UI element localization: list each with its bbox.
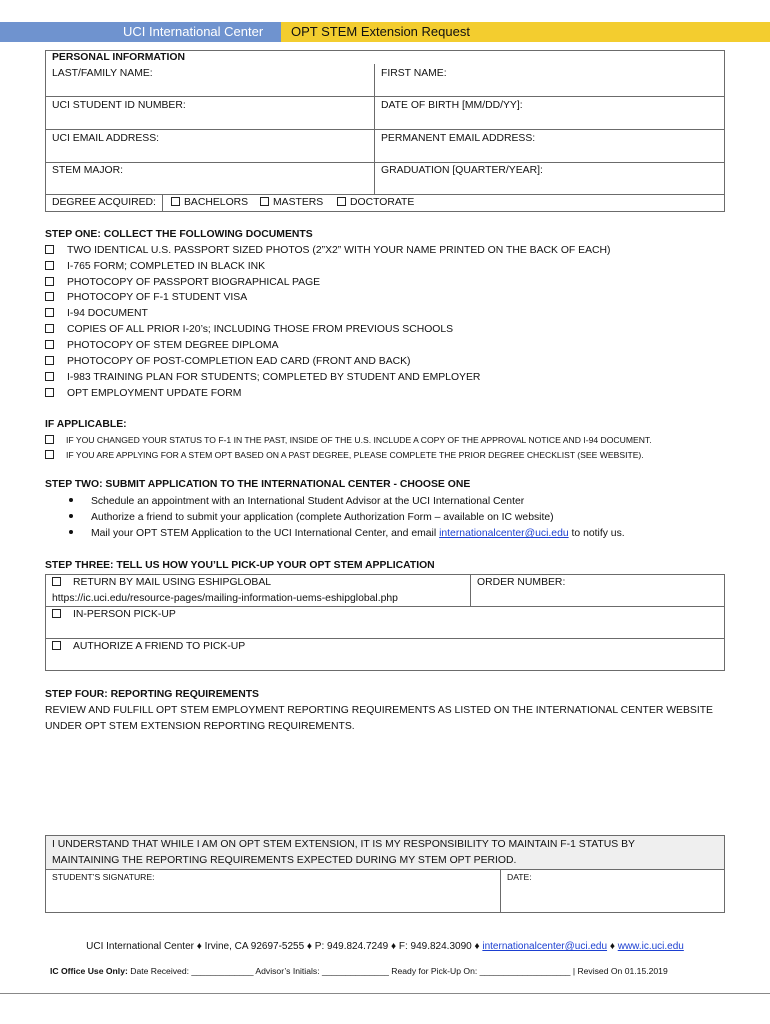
if-applicable-heading: IF APPLICABLE: [45,419,127,430]
step-two-bullet-tail: to notify us. [571,528,625,539]
checkbox-icon[interactable] [45,324,54,333]
applicable-item[interactable] [45,450,644,460]
checkbox-icon[interactable] [45,277,54,286]
doc-item[interactable] [45,356,411,367]
degree-masters-option[interactable] [260,197,323,208]
row-divider [45,162,725,163]
bullet-icon [69,530,73,534]
org-name: UCI International Center [0,22,281,42]
last-name-field[interactable]: LAST/FAMILY NAME: [52,68,153,79]
acknowledgement-text: I UNDERSTAND THAT WHILE I AM ON OPT STEM EXTENSION, IT IS MY RESPONSIBILITY TO MAINTAIN F-1 STATUS BY [52,839,635,850]
mail-option-label: RETURN BY MAIL USING ESHIPGLOBAL [73,577,272,588]
ack-divider [45,869,725,870]
diamond-icon: ♦ [609,941,615,952]
permanent-email-field[interactable]: PERMANENT EMAIL ADDRESS: [381,133,536,144]
checkbox-icon[interactable] [45,292,54,301]
office-use-line [50,966,668,976]
checkbox-icon[interactable] [45,435,54,444]
office-use-label: IC Office Use Only: [50,966,128,976]
footer-contact [0,941,770,952]
header-bar [0,22,770,42]
degree-bachelors-label: BACHELORS [184,197,249,208]
degree-masters-label: MASTERS [273,197,324,208]
checkbox-icon[interactable] [45,340,54,349]
uci-email-field[interactable]: UCI EMAIL ADDRESS: [52,133,160,144]
dob-field[interactable]: DATE OF BIRTH [MM/DD/YY]: [381,100,523,111]
degree-divider [162,194,163,212]
checkbox-icon[interactable] [45,356,54,365]
checkbox-icon[interactable] [45,388,54,397]
row-divider [45,194,725,195]
personal-info-heading: PERSONAL INFORMATION [52,52,185,63]
doc-item-label: I-94 DOCUMENT [67,308,148,319]
in-person-option[interactable] [52,609,176,620]
bullet-icon [69,498,73,502]
mail-option[interactable] [52,577,271,588]
ic-email-link[interactable]: internationalcenter@uci.edu [439,528,569,539]
doc-item-label: PHOTOCOPY OF PASSPORT BIOGRAPHICAL PAGE [67,277,321,288]
footer-email-link[interactable]: internationalcenter@uci.edu [482,941,608,952]
doc-item-label: PHOTOCOPY OF F-1 STUDENT VISA [67,292,248,303]
signature-divider [500,869,501,913]
checkbox-icon[interactable] [45,245,54,254]
degree-doctorate-label: DOCTORATE [350,197,415,208]
stem-major-field[interactable]: STEM MAJOR: [52,165,124,176]
checkbox-icon[interactable] [52,641,61,650]
step-two-bullet-text: Mail your OPT STEM Application to the UCI International Center, and email [91,528,437,539]
doc-item-label: PHOTOCOPY OF STEM DEGREE DIPLOMA [67,340,279,351]
checkbox-icon[interactable] [45,261,54,270]
doc-item-label: I-983 TRAINING PLAN FOR STUDENTS; COMPLETED BY STUDENT AND EMPLOYER [67,372,481,383]
degree-bachelors-option[interactable] [171,197,248,208]
step-four-text: UNDER OPT STEM EXTENSION REPORTING REQUIREMENTS. [45,721,355,732]
step-two-bullet [45,528,625,539]
doc-item[interactable] [45,292,247,303]
doc-item[interactable] [45,340,279,351]
pickup-divider [470,574,471,606]
step-two-bullet [45,496,524,507]
doc-item[interactable] [45,324,453,335]
row-divider [45,129,725,130]
signature-field[interactable]: STUDENT’S SIGNATURE: [52,872,155,882]
step-one-heading: STEP ONE: COLLECT THE FOLLOWING DOCUMENTS [45,229,313,240]
step-two-bullet-text: Schedule an appointment with an International Student Advisor at the UCI International Center [91,496,525,507]
friend-option[interactable] [52,641,245,652]
footer-website-link[interactable]: www.ic.uci.edu [617,941,684,952]
signature-date-field[interactable]: DATE: [507,872,532,882]
step-four-heading: STEP FOUR: REPORTING REQUIREMENTS [45,689,259,700]
row-divider [45,96,725,97]
graduation-field[interactable]: GRADUATION [QUARTER/YEAR]: [381,165,543,176]
form-title: OPT STEM Extension Request [281,22,770,42]
in-person-label: IN-PERSON PICK-UP [73,609,176,620]
doc-item-label: TWO IDENTICAL U.S. PASSPORT SIZED PHOTOS (2”X2” WITH YOUR NAME PRINTED ON THE BACK OF EACH) [67,245,611,256]
friend-label: AUTHORIZE A FRIEND TO PICK-UP [73,641,246,652]
pickup-row-divider [45,606,725,607]
doc-item[interactable] [45,261,265,272]
checkbox-icon[interactable] [45,308,54,317]
doc-item[interactable] [45,388,241,399]
first-name-field[interactable]: FIRST NAME: [381,68,447,79]
step-two-heading: STEP TWO: SUBMIT APPLICATION TO THE INTERNATIONAL CENTER - CHOOSE ONE [45,479,471,490]
checkbox-icon[interactable] [171,197,180,206]
doc-item[interactable] [45,277,320,288]
degree-acquired-label: DEGREE ACQUIRED: [52,197,156,208]
checkbox-icon[interactable] [45,450,54,459]
degree-doctorate-option[interactable] [337,197,414,208]
bottom-rule [0,993,770,994]
checkbox-icon[interactable] [337,197,346,206]
checkbox-icon[interactable] [45,372,54,381]
checkbox-icon[interactable] [52,609,61,618]
office-use-fields: Date Received: _____________ Advisor’s Initials: ______________ Ready for Pick-Up On: ___________________ | Revised On 01.15.2019 [130,966,668,976]
order-number-field[interactable]: ORDER NUMBER: [477,577,566,588]
doc-item-label: OPT EMPLOYMENT UPDATE FORM [67,388,242,399]
footer-contact-text: UCI International Center ♦ Irvine, CA 92697-5255 ♦ P: 949.824.7249 ♦ F: 949.824.3090 ♦ [86,941,480,952]
applicable-item[interactable] [45,435,652,445]
doc-item-label: COPIES OF ALL PRIOR I-20’s; INCLUDING THOSE FROM PREVIOUS SCHOOLS [67,324,454,335]
mail-url: https://ic.uci.edu/resource-pages/mailing-information-uems-eshipglobal.php [52,593,398,604]
applicable-item-label: IF YOU ARE APPLYING FOR A STEM OPT BASED ON A PAST DEGREE, PLEASE COMPLETE THE PRIOR DEGREE CHECKLIST (SEE WEBSITE). [66,450,644,460]
step-two-bullet [45,512,554,523]
doc-item[interactable] [45,245,610,256]
applicable-item-label: IF YOU CHANGED YOUR STATUS TO F-1 IN THE PAST, INSIDE OF THE U.S. INCLUDE A COPY OF THE APPROVAL NOTICE AND I-94 DOCUMENT. [66,435,652,445]
pickup-box [45,574,725,671]
acknowledgement-text: MAINTAINING THE REPORTING REQUIREMENTS EXPECTED DURING MY STEM OPT PERIOD. [52,855,517,866]
step-four-text: REVIEW AND FULFILL OPT STEM EMPLOYMENT REPORTING REQUIREMENTS AS LISTED ON THE INTERNATIONAL CENTER WEBSITE [45,705,713,716]
doc-item-label: I-765 FORM; COMPLETED IN BLACK INK [67,261,266,272]
step-two-bullet-text: Authorize a friend to submit your application (complete Authorization Form – available on IC website) [91,512,554,523]
bullet-icon [69,514,73,518]
checkbox-icon[interactable] [260,197,269,206]
step-three-heading: STEP THREE: TELL US HOW YOU’LL PICK-UP YOUR OPT STEM APPLICATION [45,560,435,571]
doc-item-label: PHOTOCOPY OF POST-COMPLETION EAD CARD (FRONT AND BACK) [67,356,411,367]
doc-item[interactable] [45,308,148,319]
pickup-row-divider [45,638,725,639]
student-id-field[interactable]: UCI STUDENT ID NUMBER: [52,100,186,111]
checkbox-icon[interactable] [52,577,61,586]
doc-item[interactable] [45,372,480,383]
